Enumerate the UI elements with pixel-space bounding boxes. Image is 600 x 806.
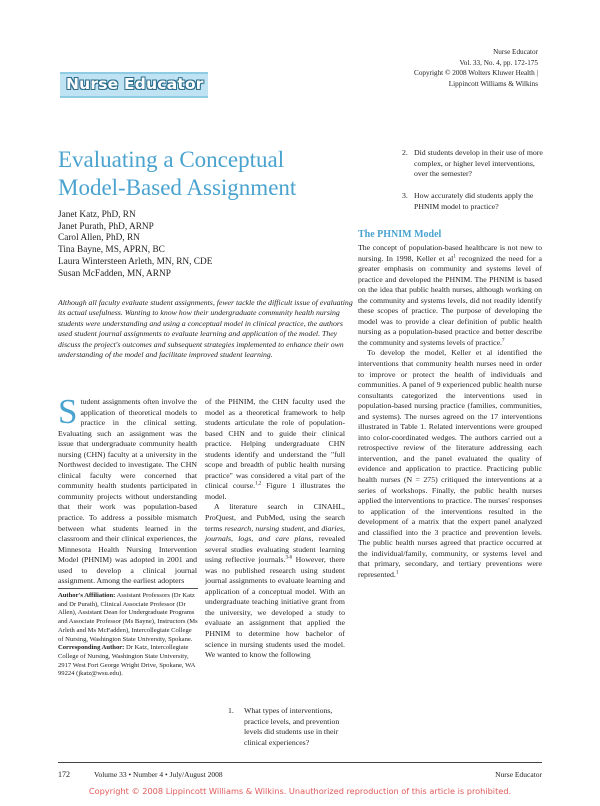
author: Susan McFadden, MN, ARNP [58, 268, 171, 279]
citation: 3-6 [285, 555, 293, 561]
citation: 1 [395, 570, 399, 576]
body-column-1 [58, 392, 197, 587]
citation: 7 [502, 338, 505, 344]
copyright-line: Copyright © 2008 Wolters Kluwer Health | [414, 69, 538, 78]
search-terms: research, nursing student, [224, 523, 306, 533]
journal-info [318, 47, 538, 89]
search-terms: diaries, journals, logs, and care plans, [205, 523, 345, 544]
logo-text: Nurse Educator [66, 75, 204, 93]
author: Carol Allen, PhD, RN [58, 233, 140, 244]
citation: 1 [453, 253, 456, 259]
question-text: Did students develop in their use of more complex, or higher level interventions, over the semester? [414, 148, 543, 178]
paragraph: of the PHNIM, the CHN faculty used the model as a theoretical framework to help students articulate the role of population-based CHN and to guide their clinical practice. Helping undergraduate CHN students identify and understand the "full scope and breadth of public health nursing practice" was considered a vital part of the clinical course. [205, 397, 345, 491]
author-affiliation [58, 588, 198, 679]
journal-logo [60, 72, 208, 98]
issue-info: Volume 33 • Number 4 • July/August 2008 [94, 770, 223, 779]
question-item: What types of interventions, practice levels, and prevention levels did students use in their clinical experiences? [244, 706, 340, 747]
author: Tina Bayne, MS, APRN, BC [58, 245, 165, 256]
journal-name: Nurse Educator [493, 48, 538, 56]
paragraph: tudent assignments often involve the application of theoretical models to practice in the clinical setting. Evaluating such an assignment was the issue that undergraduate community health nursing (CHN) faculty at a university in the Northwest decided to investigate. The CHN clinical faculty were concerned that community health students participated in community projects without understanding that their work was population-based practice. To address a possible mismatch between what students learned in the classroom and their clinical experiences, the Minnesota Health Nursing Intervention Model (PHNIM) was adopted in 2001 and used to develop a clinical journal assignment. Among the earliest adopters [58, 397, 197, 586]
question-item: How accurately did students apply the PHNIM model to practice? [414, 191, 534, 211]
abstract: Although all faculty evaluate student assignments, fewer tackle the difficult issue of evaluating its actual usefulness. Wanting to know how their undergraduate community health nursing students were understanding and using a conceptual model in clinical practice, the authors used student journal assignments to evaluate learning and application of the model. They discuss the project's outcomes and subsequent strategies implemented to enhance their own understanding of the model and facilitate improved student learning. [58, 298, 353, 360]
drop-cap: S [58, 392, 78, 431]
paragraph: To develop the model, Keller et al identified the interventions that community health nurses need in order to improve or protect the health of individuals and communities. A panel of 9 experienced public health nurse consultants categorized the interventions used in population-based nursing practice (families, communities, and systems). The nurses agreed on the 17 interventions illustrated in Table 1. Related interventions were grouped into color-coordinated wedges. The authors carried out a retrospective review of the literature addressing each intervention, and the panel evaluated the quality of evidence and application to practice. Practicing public health nurses (N = 275) critiqued the interventions at a series of workshops. Finally, the public health nurses applied the interventions to practice. The nurses' responses to application of the interventions resulted in the development of a matrix that the expert panel analyzed and classified into the 3 practice and prevention levels. The public health nurses agreed that practice occurred at the individual/family, community, or systems level and that primary, secondary, and tertiary preventions were represented. [358, 348, 542, 579]
question-number: 1. [228, 706, 234, 715]
title-line: Model-Based Assignment [58, 175, 297, 200]
paragraph: Figure 1 illustrates the model. [205, 481, 345, 501]
title-line: Evaluating a Conceptual [58, 147, 285, 172]
paragraph: A literature search in CINAHL, ProQuest, and PubMed, using the search terms [205, 502, 345, 533]
affiliation-text: Assistant Professors (Dr Katz and Dr Purath), Clinical Associate Professor (Dr Allen), Assistant Dean for Undergraduate Programs and Associate Professor (Ms Bayne), Instructors (Ms Arleth and Ms McFadden), Intercollegiate College of Nursing, Washington State University, Spokane. [58, 592, 198, 643]
publisher-line: Lippincott Williams & Wilkins [448, 79, 538, 88]
body-column-3 [358, 243, 542, 581]
paragraph: revealed several studies evaluating student learning using reflective journals. [205, 534, 346, 565]
volume-line: Vol. 33, No. 4, pp. 172-175 [459, 58, 538, 67]
copyright-notice: Copyright © 2008 Lippincott Williams & Wilkins. Unauthorized reproduction of this article is prohibited. [88, 786, 512, 796]
author-list [58, 210, 358, 280]
corresponding-text: Dr Katz, Intercollegiate College of Nursing, Washington State University, 2917 West Fort George Wright Drive, Spokane, WA 99224 (jkatz@wsu.edu). [58, 644, 195, 678]
question-number: 2. [402, 148, 408, 157]
article-title [58, 146, 378, 202]
author: Laura Wintersteen Arleth, MN, RN, CDE [58, 256, 213, 267]
page-number: 172 [58, 770, 70, 779]
author: Janet Katz, PhD, RN [58, 210, 136, 220]
question-item [414, 148, 544, 180]
author: Janet Purath, PhD, ARNP [58, 221, 154, 232]
section-heading: The PHNIM Model [358, 229, 442, 240]
footer-journal-name: Nurse Educator [495, 770, 542, 779]
corresponding-label: Corresponding Author: [58, 644, 125, 652]
paragraph: The concept of population-based healthcare is not new to nursing. In 1998, Keller et al [358, 243, 542, 263]
question-number: 3. [402, 191, 408, 200]
citation: 1,2 [255, 481, 262, 487]
footer-divider [58, 762, 542, 763]
paragraph: recognized the need for a greater emphasis on community and systems level of practice and developed the PHNIM. The PHNIM is based on the idea that public health nurses, although working on the community and systems levels, did not readily identify these scopes of practice. The purpose of developing the model was to provide a clear definition of public health nursing as a population-based practice and better describe the community and systems levels of practice. [358, 253, 542, 347]
body-column-2 [205, 397, 345, 661]
paragraph: However, there was no published research using student journal assignments to evaluate learning and application of a conceptual model. With an undergraduate teaching initiative grant from the university, we developed a study to evaluate an assignment that applied the PHNIM to determine how bachelor of science in nursing students used the model. We wanted to know the following [205, 555, 345, 660]
paragraph: and [305, 523, 322, 533]
affiliation-label: Author's Affiliation: [58, 592, 116, 599]
